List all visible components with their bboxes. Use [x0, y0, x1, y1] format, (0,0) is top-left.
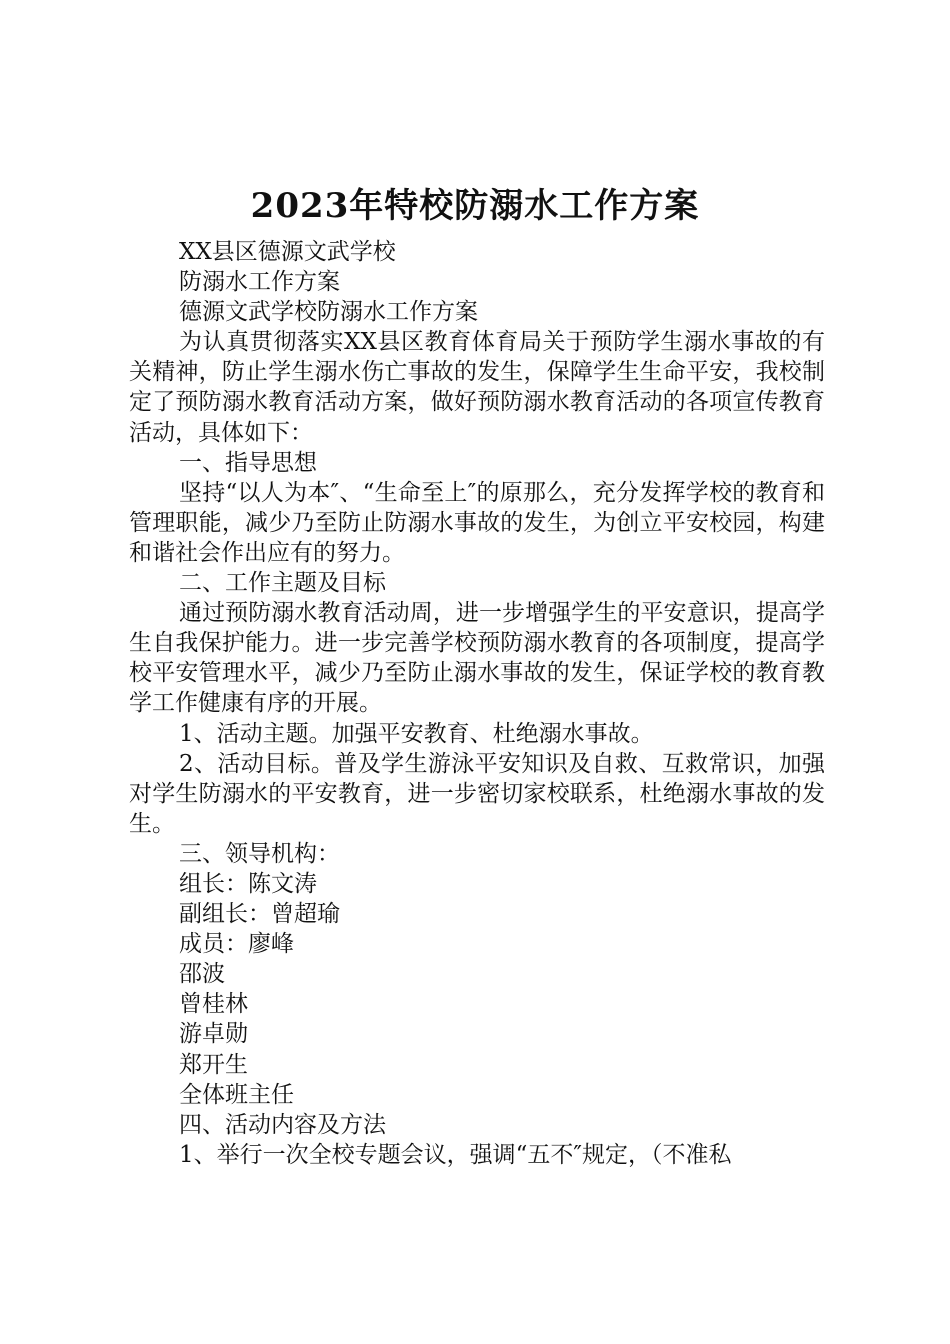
plan-full-title-line: 德源文武学校防溺水工作方案 [179, 299, 478, 326]
members-line: 成员：廖峰 [179, 931, 294, 958]
member-name: 郑开生 [179, 1051, 248, 1078]
member-name: 曾桂林 [179, 991, 248, 1018]
school-name-line: XX县区德源文武学校 [179, 239, 396, 265]
activity-goal-item: 2、活动目标。普及学生游泳平安知识及自救、互救常识，加强对学生防溺水的平安教育，进一步密切家校联系，杜绝溺水事故的发生。 [129, 750, 825, 837]
member-group: 全体班主任 [179, 1081, 294, 1108]
activity-theme-item: 1、活动主题。加强平安教育、杜绝溺水事故。 [179, 720, 654, 747]
member-name: 邵波 [179, 961, 225, 988]
section-heading-guiding-thought: 一、指导思想 [179, 449, 317, 476]
document-body [129, 237, 825, 1170]
theme-goals-paragraph: 通过预防溺水教育活动周，进一步增强学生的平安意识，提高学生自我保护能力。进一步完善学校预防溺水教育的各项制度，提高学校平安管理水平，减少乃至防止溺水事故的发生，保证学校的教育教学工作健康有序的开展。 [129, 600, 825, 717]
member-name: 游卓勋 [179, 1021, 248, 1048]
section-heading-activities: 四、活动内容及方法 [179, 1111, 386, 1138]
leader-line: 组长：陈文涛 [179, 870, 317, 897]
deputy-leader-line: 副组长：曾超瑜 [179, 901, 340, 928]
section-heading-theme-goals: 二、工作主题及目标 [179, 570, 386, 597]
guiding-thought-paragraph: 坚持“以人为本″、“生命至上″的原那么，充分发挥学校的教育和管理职能，减少乃至防止防溺水事故的发生，为创立平安校园，构建和谐社会作出应有的努力。 [129, 479, 825, 566]
activity-item-1: 1、举行一次全校专题会议，强调“五不″规定，（不准私 [179, 1141, 732, 1168]
section-heading-leadership: 三、领导机构： [179, 840, 340, 867]
intro-paragraph: 为认真贯彻落实XX县区教育体育局关于预防学生溺水事故的有关精神，防止学生溺水伤亡事故的发生，保障学生生命平安，我校制定了预防溺水教育活动方案，做好预防溺水教育活动的各项宣传教育活动，具体如下： [129, 329, 825, 446]
document-title: 2023年特校防溺水工作方案 [250, 186, 700, 226]
plan-subtitle-line: 防溺水工作方案 [179, 269, 340, 296]
